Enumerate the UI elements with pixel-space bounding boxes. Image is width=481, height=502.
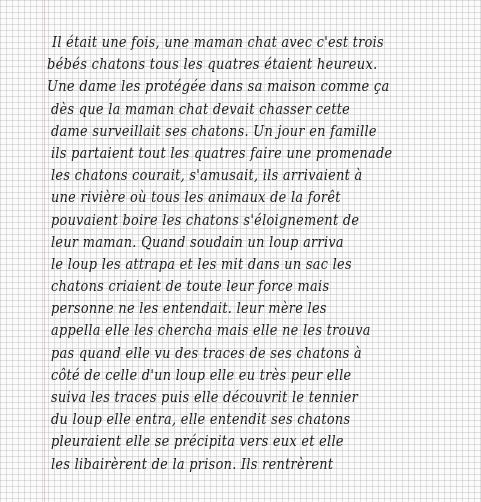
text-line: les libairèrent de la prison. Ils rentrèrent bbox=[51, 455, 334, 473]
text-line: le loup les attrapa et les mit dans un sac les bbox=[51, 255, 352, 273]
text-line: côté de celle d'un loup elle eu très peur elle bbox=[51, 366, 352, 384]
text-line: Il était une fois, une maman chat avec c'est trois bbox=[52, 34, 384, 51]
text-line: du loup elle entra, elle entendit ses chatons bbox=[51, 411, 351, 429]
text-line: personne ne les entendait. leur mère les bbox=[51, 300, 327, 318]
text-line: bébés chatons tous les quatres étaient heureux. bbox=[47, 56, 378, 74]
handwritten-text bbox=[0, 32, 481, 476]
text-line: appella elle les chercha mais elle ne les trouva bbox=[51, 322, 371, 340]
text-line: pleuraient elle se précipita vers eux et elle bbox=[51, 433, 344, 451]
text-line: les chatons courait, s'amusait, ils arrivaient à bbox=[51, 167, 363, 185]
text-line: une rivière où tous les animaux de la forêt bbox=[51, 189, 341, 207]
text-line: Une dame les protégée dans sa maison comme ça bbox=[47, 78, 390, 96]
text-line: dès que la maman chat devait chasser cette bbox=[51, 100, 351, 118]
text-line: chatons criaient de toute leur force mais bbox=[51, 278, 330, 296]
text-line: dame surveillait ses chatons. Un jour en famille bbox=[51, 122, 377, 140]
text-line: pas quand elle vu des traces de ses chatons à bbox=[51, 344, 362, 362]
text-line: ils partaient tout les quatres faire une promenade bbox=[51, 144, 393, 162]
text-line: pouvaient boire les chatons s'éloignement de bbox=[51, 211, 360, 229]
text-line: suiva les traces puis elle découvrit le tennier bbox=[51, 389, 359, 406]
text-line: leur maman. Quand soudain un loup arriva bbox=[51, 233, 344, 251]
